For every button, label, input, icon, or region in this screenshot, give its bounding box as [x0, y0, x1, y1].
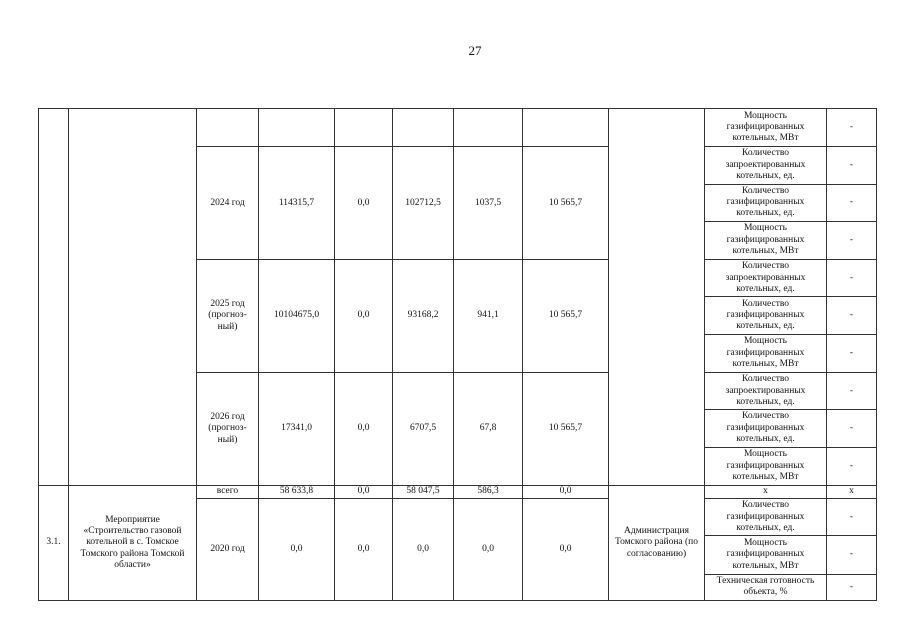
indicator-value: - [827, 334, 877, 372]
indicator-value: - [827, 536, 877, 574]
indicator-name: Количество газифицированных котельных, ед. [705, 499, 827, 536]
fund-value: 6707,5 [393, 373, 454, 486]
indicator-value: - [827, 109, 877, 147]
indicator-value: - [827, 410, 877, 447]
empty-cell [197, 109, 259, 147]
program-table [38, 108, 877, 601]
indicator-name: Мощность газифицированных котельных, МВт [705, 109, 827, 147]
indicator-name: Количество газифицированных котельных, ед. [705, 410, 827, 447]
year-label: 2024 год [197, 147, 259, 260]
fund-value: 0,0 [335, 260, 393, 373]
indicator-name: Мощность газифицированных котельных, МВт [705, 447, 827, 485]
fund-value: 0,0 [393, 499, 454, 601]
fund-value: 93168,2 [393, 260, 454, 373]
fund-value: 0,0 [335, 485, 393, 498]
indicator-name: Мощность газифицированных котельных, МВт [705, 221, 827, 259]
indicator-x: х [827, 485, 877, 498]
item-number: 3.1. [39, 485, 69, 600]
total-value: 10104675,0 [259, 260, 335, 373]
indicator-name: Мощность газифицированных котельных, МВт [705, 536, 827, 574]
fund-value: 0,0 [335, 147, 393, 260]
empty-cell [335, 109, 393, 147]
fund-value: 586,3 [454, 485, 523, 498]
indicator-value: - [827, 297, 877, 334]
indicator-name: Количество запроектированных котельных, ед. [705, 260, 827, 297]
indicator-value: - [827, 221, 877, 259]
indicator-value: - [827, 447, 877, 485]
fund-value: 10 565,7 [523, 260, 609, 373]
indicator-name: Количество газифицированных котельных, ед. [705, 184, 827, 221]
fund-value: 0,0 [523, 499, 609, 601]
empty-number-cell [39, 109, 69, 486]
table-row [39, 485, 877, 498]
fund-value: 0,0 [523, 485, 609, 498]
total-label: всего [197, 485, 259, 498]
empty-cell [259, 109, 335, 147]
indicator-value: - [827, 260, 877, 297]
indicator-value: - [827, 574, 877, 600]
fund-value: 1037,5 [454, 147, 523, 260]
indicator-value: - [827, 499, 877, 536]
total-value: 0,0 [259, 499, 335, 601]
indicator-value: - [827, 184, 877, 221]
fund-value: 67,8 [454, 373, 523, 486]
indicator-name: Количество запроектированных котельных, ед. [705, 147, 827, 184]
total-value: 58 633,8 [259, 485, 335, 498]
fund-value: 0,0 [335, 373, 393, 486]
indicator-x: х [705, 485, 827, 498]
fund-value: 58 047,5 [393, 485, 454, 498]
empty-cell [393, 109, 454, 147]
fund-value: 941,1 [454, 260, 523, 373]
indicator-name: Техническая готовность объекта, % [705, 574, 827, 600]
empty-executor-cell [609, 109, 705, 486]
table-row [39, 109, 877, 147]
item-name: Мероприятие «Строительство газовой котельной в с. Томское Томского района Томской области» [69, 485, 197, 600]
empty-cell [454, 109, 523, 147]
indicator-value: - [827, 373, 877, 410]
fund-value: 0,0 [454, 499, 523, 601]
fund-value: 10 565,7 [523, 147, 609, 260]
fund-value: 10 565,7 [523, 373, 609, 486]
empty-name-cell [69, 109, 197, 486]
fund-value: 0,0 [335, 499, 393, 601]
indicator-name: Количество газифицированных котельных, ед. [705, 297, 827, 334]
item-executor: Администрация Томского района (по согласованию) [609, 485, 705, 600]
page-number: 27 [468, 43, 482, 58]
indicator-name: Мощность газифицированных котельных, МВт [705, 334, 827, 372]
indicator-value: - [827, 147, 877, 184]
total-value: 114315,7 [259, 147, 335, 260]
total-value: 17341,0 [259, 373, 335, 486]
fund-value: 102712,5 [393, 147, 454, 260]
year-label: 2020 год [197, 499, 259, 601]
year-label: 2025 год (прогноз- ный) [197, 260, 259, 373]
year-label: 2026 год (прогноз- ный) [197, 373, 259, 486]
indicator-name: Количество запроектированных котельных, ед. [705, 373, 827, 410]
empty-cell [523, 109, 609, 147]
